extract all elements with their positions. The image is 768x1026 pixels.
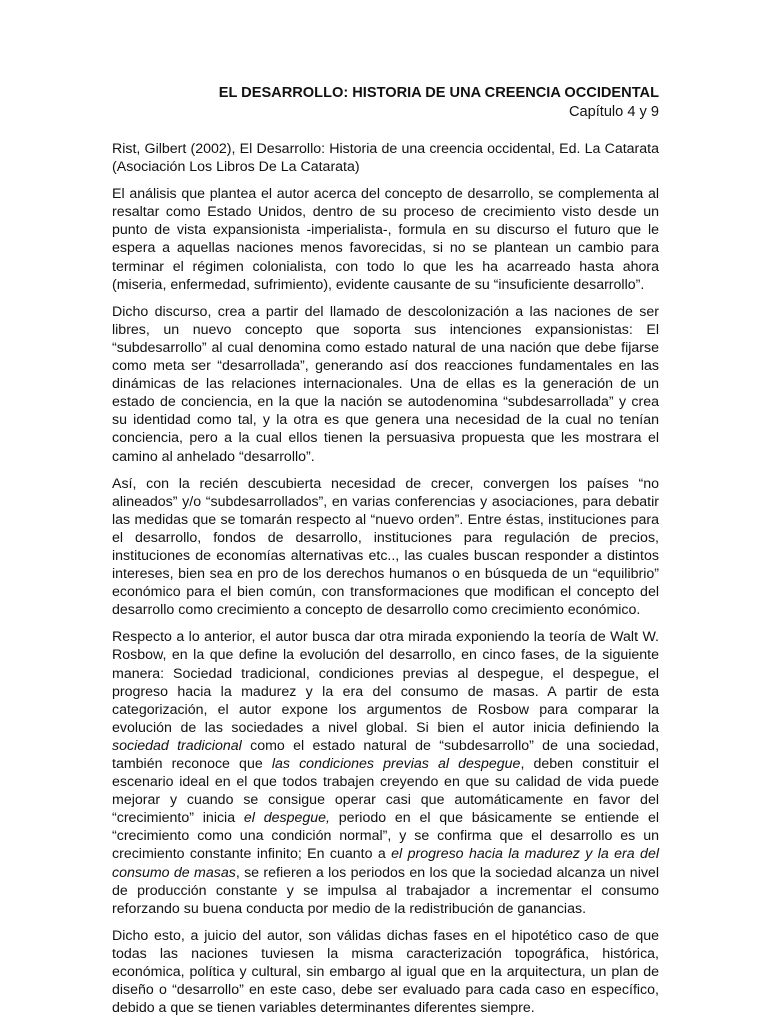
document-page [112, 84, 659, 1026]
text-run: Dicho discurso, crea a partir del llamado de descolonización a las naciones de ser libres, un nuevo concepto que soporta sus intenciones expansionistas: El “subdesarrollo” al cual denomina como estado natural de una nación que debe fijarse como meta ser “desarrollada”, generando así dos reacciones fundamentales en las dinámicas de las relaciones internacionales. Una de ellas es la generación de un estado de conciencia, en la que la nación se autodenomina “subdesarrollada” y crea su identidad como tal, y la otra es que genera una necesidad de la cual no tenían conciencia, pero a la cual ellos tienen la persuasiva propuesta que les mostrara el camino al anhelado “desarrollo”. [112, 303, 659, 465]
text-run: periodo en el que básicamente se entiende el “crecimiento como una condición normal”, y se confirma que el desarrollo es un crecimiento constante infinito; En cuanto a [112, 810, 660, 863]
text-run: , se refieren a los periodos en los que la sociedad alcanza un nivel de producción constante y se impulsa al trabajador a incrementar el consumo reforzando su buena conducta por medio de la redistribución de ganancias. [112, 864, 659, 917]
text-run: Dicho esto, a juicio del autor, son válidas dichas fases en el hipotético caso de que todas las naciones tuviesen la misma caracterización topográfica, histórica, económica, política y cultural, sin embargo al igual que en la arquitectura, un plan de diseño o “desarrollo” en este caso, debe ser evaluado para cada caso en específico, debido a que se tienen variables determinantes diferentes siempre. [112, 927, 659, 1017]
body-paragraph [112, 303, 659, 466]
italic-text-run: sociedad tradicional [112, 737, 242, 754]
body-paragraph [112, 628, 659, 918]
italic-text-run: el despegue, [243, 810, 330, 827]
italic-text-run: el progreso hacia la madurez y la era del consumo de masas [112, 846, 659, 881]
text-run: Respecto a lo anterior, el autor busca dar otra mirada exponiendo la teoría de Walt W. Rosbow, en la que define la evolución del desarrollo, en cinco fases, de la siguiente manera: Sociedad tradicional, condiciones previas al despegue, el despegue, el progreso hacia la madurez y la era del consumo de masas. A partir de esta categorización, el autor expone los argumentos de Rosbow para comparar la evolución de las sociedades a nivel global. Si bien el autor inicia definiendo la [112, 629, 659, 736]
document-title: EL DESARROLLO: HISTORIA DE UNA CREENCIA OCCIDENTAL [218, 85, 659, 101]
document-subtitle: Capítulo 4 y 9 [568, 104, 659, 120]
bibliographic-citation: Rist, Gilbert (2002), El Desarrollo: Historia de una creencia occidental, Ed. La Catarata (Asociación Los Libros De La Catarata) [112, 141, 659, 176]
body-paragraph [112, 185, 659, 294]
text-run: Así, con la recién descubierta necesidad de crecer, convergen los países “no alineados” y/o “subdesarrollados”, en varias conferencias y asociaciones, para debatir las medidas que se tomarán respecto al “nuevo orden”. Entre éstas, instituciones para el desarrollo, fondos de desarrollo, instituciones para regulación de precios, instituciones de economías alternativas etc.., las cuales buscan responder a distintos intereses, bien sea en pro de los derechos humanos o en búsqueda de un “equilibrio” económico para el bien común, con transformaciones que modifican el concepto del desarrollo como crecimiento a concepto de desarrollo como crecimiento económico. [112, 475, 659, 619]
text-run: , deben constituir el escenario ideal en el que todos trabajen creyendo en que su calidad de vida puede mejorar y cuando se consigue operar casi que automáticamente en favor del “crecimiento” inicia [112, 756, 659, 827]
text-run: como el estado natural de “subdesarrollo” de una sociedad, también reconoce que [112, 737, 660, 772]
document-body [112, 185, 659, 1017]
body-paragraph [112, 927, 659, 1017]
body-paragraph [112, 475, 659, 620]
italic-text-run: las condiciones previas al despegue [271, 756, 521, 772]
text-run: El análisis que plantea el autor acerca del concepto de desarrollo, se complementa al resaltar como Estado Unidos, dentro de su proceso de crecimiento visto desde un punto de vista expansionista -imperialista-, formula en su discurso el futuro que le espera a aquellas naciones menos favorecidas, si no se plantean un cambio para terminar el régimen colonialista, con todo lo que les ha acarreado hasta ahora (miseria, enfermedad, sufrimiento), evidente causante de su “insuficiente desarrollo”. [112, 186, 659, 293]
